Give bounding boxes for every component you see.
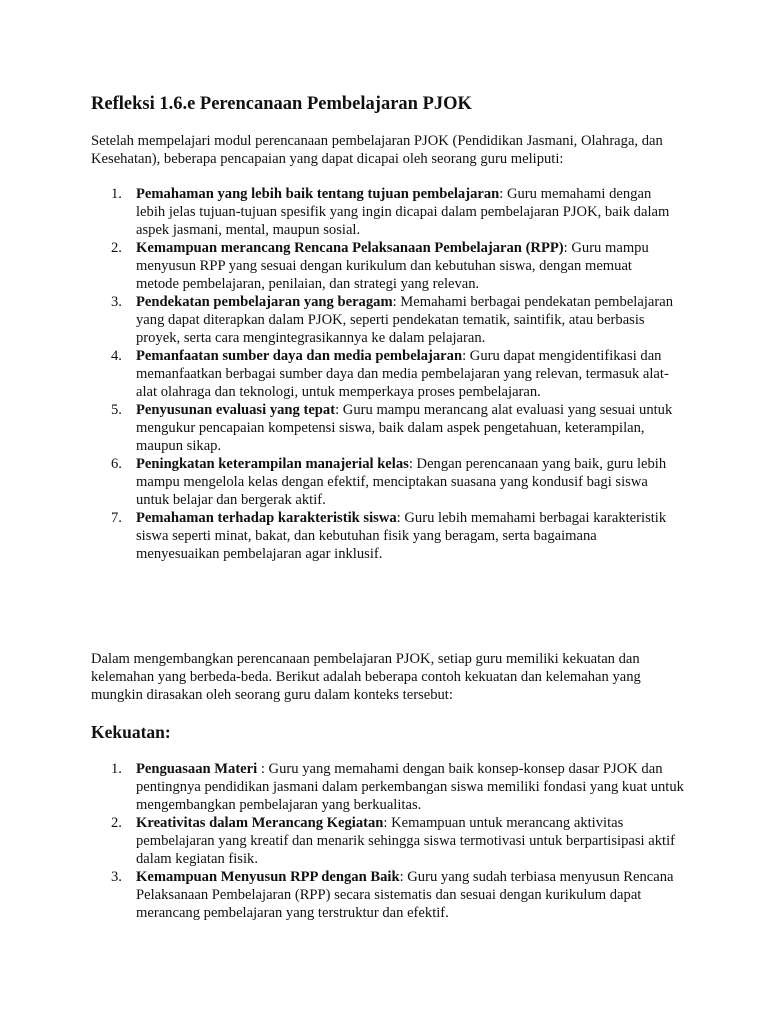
list-number: 1. xyxy=(111,186,122,202)
list-item xyxy=(91,293,691,347)
item-heading: Pendekatan pembelajaran yang beragam xyxy=(136,294,393,310)
list-item xyxy=(91,509,691,563)
item-text: : Dengan perencanaan yang baik, guru lebih mampu mengelola kelas dengan efektif, menciptakan suasana yang kondusif bagi siswa untuk belajar dan bergerak aktif. xyxy=(136,456,667,508)
item-text: : Memahami berbagai pendekatan pembelajaran yang dapat diterapkan dalam PJOK, seperti pendekatan tematik, saintifik, atau berbasis proyek, serta cara mengintegrasikannya ke dalam pelajaran. xyxy=(136,294,674,346)
item-heading: Pemahaman terhadap karakteristik siswa xyxy=(136,510,397,526)
item-text: : Guru yang memahami dengan baik konsep-konsep dasar PJOK dan pentingnya pendidikan jasmani dalam perkembangan siswa memiliki fondasi yang kuat untuk mengembangkan pembelajaran yang berkualitas. xyxy=(136,761,684,813)
list-number: 2. xyxy=(111,815,122,831)
item-heading: Kemampuan Menyusun RPP dengan Baik xyxy=(136,869,400,885)
achievements-list xyxy=(91,185,691,563)
item-text: : Guru mampu merancang alat evaluasi yang sesuai untuk mengukur pencapaian kompetensi siswa, baik dalam aspek pengetahuan, keterampilan, maupun sikap. xyxy=(136,402,673,454)
list-item xyxy=(91,868,691,922)
list-number: 2. xyxy=(111,240,122,256)
list-number: 7. xyxy=(111,510,122,526)
item-text: : Kemampuan untuk merancang aktivitas pembelajaran yang kreatif dan menarik sehingga siswa termotivasi untuk berpartisipasi aktif dalam kegiatan fisik. xyxy=(136,815,675,867)
strengths-heading: Kekuatan: xyxy=(91,722,171,742)
intro-paragraph: Setelah mempelajari modul perencanaan pembelajaran PJOK (Pendidikan Jasmani, Olahraga, dan Kesehatan), beberapa pencapaian yang dapat dicapai oleh seorang guru meliputi: xyxy=(91,133,663,167)
strengths-list xyxy=(91,760,691,922)
list-item xyxy=(91,347,691,401)
list-number: 6. xyxy=(111,456,122,472)
list-item xyxy=(91,455,691,509)
item-text: : Guru yang sudah terbiasa menyusun Rencana Pelaksanaan Pembelajaran (RPP) secara sistematis dan sesuai dengan kurikulum dapat merancang pembelajaran yang terstruktur dan efektif. xyxy=(136,869,674,921)
strengths-intro-paragraph: Dalam mengembangkan perencanaan pembelajaran PJOK, setiap guru memiliki kekuatan dan kelemahan yang berbeda-beda. Berikut adalah beberapa contoh kekuatan dan kelemahan yang mungkin dirasakan oleh seorang guru dalam konteks tersebut: xyxy=(91,651,641,703)
list-number: 3. xyxy=(111,869,122,885)
item-text: : Guru dapat mengidentifikasi dan memanfaatkan berbagai sumber daya dan media pembelajaran yang relevan, termasuk alat-alat olahraga dan teknologi, untuk memperkaya proses pembelajaran. xyxy=(136,348,669,400)
list-item xyxy=(91,401,691,455)
item-heading: Penguasaan Materi xyxy=(136,761,258,777)
item-heading: Peningkatan keterampilan manajerial kelas xyxy=(136,456,409,472)
list-number: 4. xyxy=(111,348,122,364)
list-number: 3. xyxy=(111,294,122,310)
item-text: : Guru mampu menyusun RPP yang sesuai dengan kurikulum dan kebutuhan siswa, dengan memuat metode pembelajaran, penilaian, dan strategi yang relevan. xyxy=(136,240,649,292)
item-heading: Pemanfaatan sumber daya dan media pembelajaran xyxy=(136,348,463,364)
list-item xyxy=(91,239,691,293)
item-heading: Pemahaman yang lebih baik tentang tujuan pembelajaran xyxy=(136,186,500,202)
item-text: : Guru memahami dengan lebih jelas tujuan-tujuan spesifik yang ingin dicapai dalam pembelajaran PJOK, baik dalam aspek jasmani, mental, maupun sosial. xyxy=(136,186,670,238)
list-item xyxy=(91,185,691,239)
list-item xyxy=(91,760,691,814)
document-title: Refleksi 1.6.e Perencanaan Pembelajaran PJOK xyxy=(91,94,472,114)
list-item xyxy=(91,814,691,868)
item-text: : Guru lebih memahami berbagai karakteristik siswa seperti minat, bakat, dan kebutuhan fisik yang beragam, serta bagaimana menyesuaikan pembelajaran agar inklusif. xyxy=(136,510,667,562)
item-heading: Kemampuan merancang Rencana Pelaksanaan Pembelajaran (RPP) xyxy=(136,240,564,256)
item-heading: Penyusunan evaluasi yang tepat xyxy=(136,402,336,418)
list-number: 1. xyxy=(111,761,122,777)
list-number: 5. xyxy=(111,402,122,418)
item-heading: Kreativitas dalam Merancang Kegiatan xyxy=(136,815,384,831)
